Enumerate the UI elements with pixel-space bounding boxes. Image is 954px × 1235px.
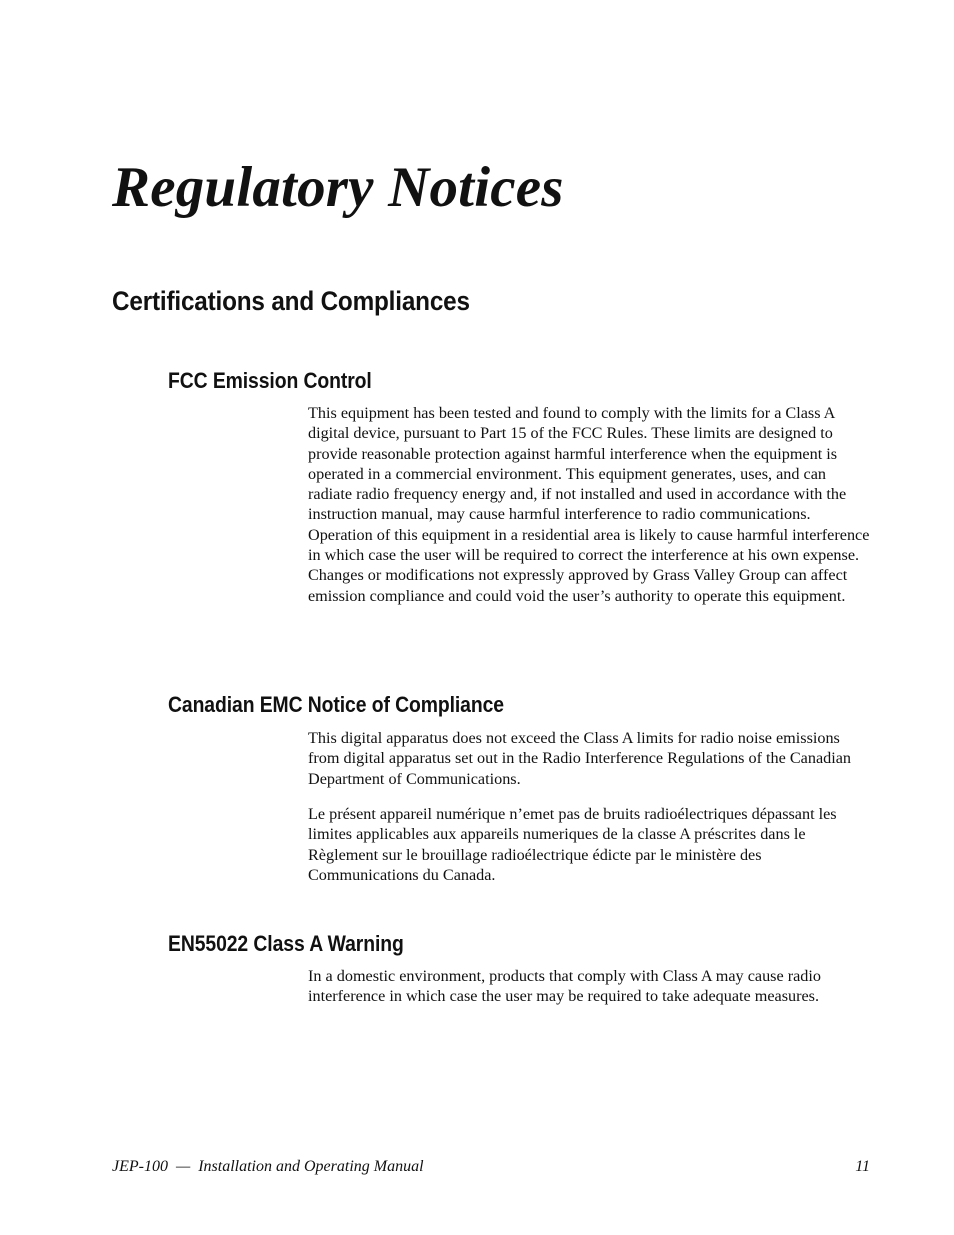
fcc-paragraph: This equipment has been tested and found to comply with the limits for a Class A digital device, pursuant to Part 15 of the FCC Rules. These limits are designed to provide reasonable protection against harmful interference when the equipment is operated in a commercial environment. This equipment generates, uses, and can radiate radio frequency energy and, if not installed and used in accordance with the instruction manual, may cause harmful interference to radio communications. Operation of this equipment in a residential area is likely to cause harmful interference in which case the user will be required to correct the interference at his own expense. Changes or modifications not expressly approved by Grass Valley Group can affect emission compliance and could void the user’s authority to operate this equipment. [308, 404, 870, 605]
en55022-paragraph: In a domestic environment, products that comply with Class A may cause radio interference in which case the user may be required to take adequate measures. [308, 967, 821, 1006]
section-title: Certifications and Compliances [112, 286, 470, 316]
subsection-title-en55022: EN55022 Class A Warning [168, 931, 404, 956]
subsection-title-canadian: Canadian EMC Notice of Compliance [168, 692, 504, 717]
canadian-paragraph-english: This digital apparatus does not exceed the Class A limits for radio noise emissions from digital apparatus set out in the Radio Interference Regulations of the Canadian Department of Communications. [308, 729, 852, 788]
footer-page-number: 11 [855, 1158, 870, 1175]
footer-manual-title: JEP-100 — Installation and Operating Manual [112, 1158, 424, 1175]
canadian-paragraph-french: Le présent appareil numérique n’emet pas de bruits radioélectriques dépassant les limites applicables aux appareils numeriques de la classe A préscrites dans le Règlement sur le brouillage radioélectrique édicte par le ministère des Communications du Canada. [308, 805, 837, 884]
subsection-title-fcc: FCC Emission Control [168, 368, 372, 393]
chapter-title: Regulatory Notices [112, 156, 564, 219]
